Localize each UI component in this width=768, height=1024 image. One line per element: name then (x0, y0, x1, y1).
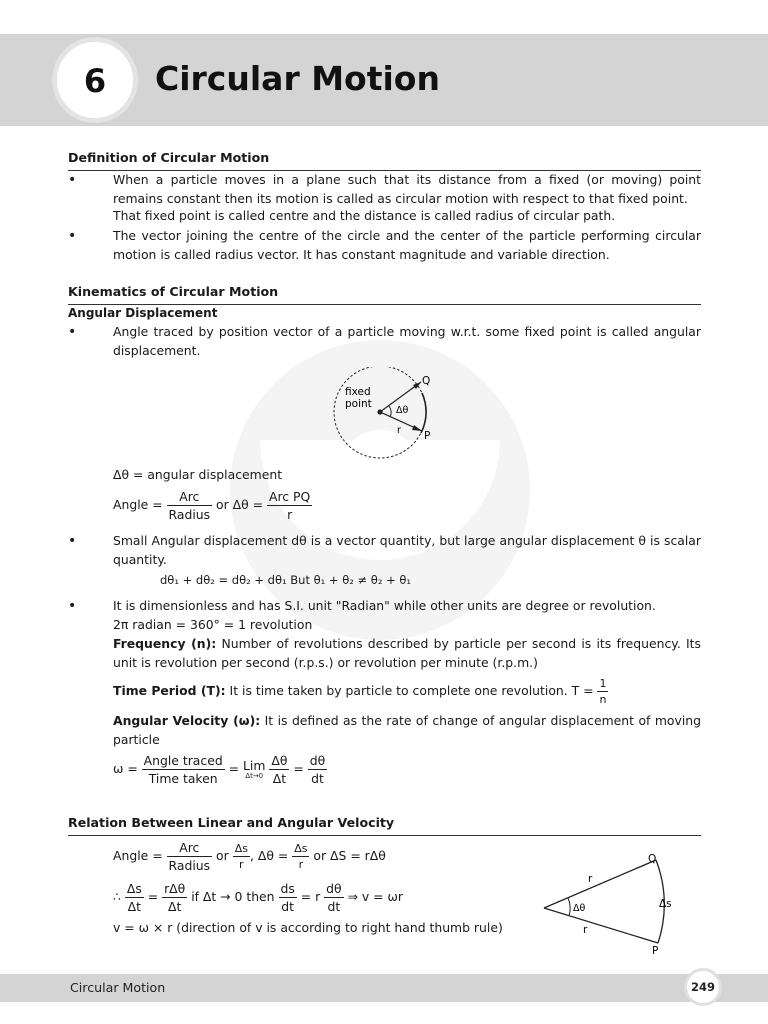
fraction (162, 880, 187, 915)
linear-angular-figure (538, 848, 688, 956)
bullet-marker: • (68, 228, 77, 244)
frac-den: r (239, 858, 244, 871)
frac-num: dθ (309, 753, 326, 768)
fig2-q-label: Q (648, 853, 657, 865)
frac-den: dt (281, 899, 295, 914)
eq-text: = (228, 761, 240, 776)
eq-text: or Δθ = (216, 497, 264, 512)
frac-num: Δθ (271, 753, 288, 768)
frac-den: Δt (167, 899, 182, 914)
frac-num: ds (280, 881, 295, 896)
section-title-kinematics: Kinematics of Circular Motion (68, 283, 701, 305)
bullet-marker: • (68, 172, 77, 188)
definition-bullet-2: The vector joining the centre of the circle and the center of the particle performing circular motion is called radius vector. It has constant magnitude and variable direction. (113, 228, 701, 262)
fraction (324, 880, 343, 915)
eq-text: ∴ (113, 889, 121, 904)
angular-velocity-text: It is defined as the rate of change of angular displacement of moving particle (113, 713, 701, 747)
fig1-r-label: r (397, 425, 401, 436)
omega-equation (113, 752, 327, 787)
definition-bullet-1: When a particle moves in a plane such that its distance from a fixed (or moving) point remains constant then its motion is called as circular motion with respect to that fixed point. (113, 172, 701, 206)
eq-text: or ΔS = rΔθ (313, 848, 386, 863)
frac-num: rΔθ (164, 881, 186, 896)
frequency-text: Number of revolutions described by particle per second is its frequency. Its unit is revolution per second (r.p.s.) or revolution per minute (r.p.m.) (113, 636, 701, 670)
chapter-number: 6 (83, 62, 107, 100)
fig1-point-label: point (345, 398, 372, 410)
footer-title: Circular Motion (70, 980, 166, 995)
frac-den: n (599, 693, 607, 706)
eq-text: Δθ = (257, 848, 289, 863)
eq-text: or (216, 848, 229, 863)
fraction (279, 880, 297, 915)
frac-den: Radius (168, 858, 211, 873)
frac-num: Δs (126, 881, 142, 896)
lim-text: Lim (243, 757, 266, 773)
eq-text: if Δt → 0 then (191, 889, 275, 904)
frac-num: Arc (167, 488, 213, 506)
fraction (597, 676, 608, 707)
fraction (233, 841, 250, 872)
time-period-text: It is time taken by particle to complete one revolution. T = (225, 683, 594, 698)
frac-den: Time taken (148, 771, 218, 786)
frac-den: Radius (168, 507, 211, 522)
time-period-line (113, 676, 608, 707)
lim-sub: Δt→0 (245, 771, 264, 780)
fraction (167, 839, 213, 874)
subtitle-angular-displacement: Angular Displacement (68, 306, 218, 320)
frac-den: r (287, 507, 293, 522)
relation-equation-2 (113, 880, 403, 915)
eq-text: = r (300, 889, 321, 904)
frac-num: 1 (599, 677, 607, 690)
kinematics-bullet-2: Small Angular displacement dθ is a vector quantity, but large angular displacement θ is scalar quantity. (113, 533, 701, 567)
angular-velocity-paragraph (113, 712, 701, 749)
frac-den: dt (327, 899, 341, 914)
frac-num: Angle traced (143, 753, 223, 768)
fig2-dtheta-label: Δθ (573, 903, 586, 914)
eq-text: ω = (113, 761, 138, 776)
frac-num: Arc (167, 839, 213, 857)
section-title-relation: Relation Between Linear and Angular Velocity (68, 814, 701, 836)
eq-text: Angle = (113, 497, 163, 512)
page-number: 249 (690, 980, 715, 994)
bullet-marker: • (68, 324, 77, 340)
frequency-paragraph (113, 635, 701, 672)
fig2-p-label: P (652, 945, 659, 956)
time-period-label: Time Period (T): (113, 683, 226, 698)
fraction (292, 841, 309, 872)
fig1-dtheta-label: Δθ (396, 405, 409, 416)
eq-text: = (293, 761, 304, 776)
fig2-ds-label: Δs (659, 898, 672, 910)
radian-line: 2π radian = 360° = 1 revolution (113, 617, 313, 632)
fraction (167, 488, 213, 523)
section-title-definition: Definition of Circular Motion (68, 149, 701, 171)
frac-den: r (298, 858, 304, 871)
kinematics-bullet-1: Angle traced by position vector of a particle moving w.r.t. some fixed point is called angular displacement. (113, 324, 701, 358)
eq-text: ⇒ v = ωr (347, 889, 403, 904)
relation-equation-3: v = ω × r (direction of v is according to right hand thumb rule) (113, 920, 503, 935)
frac-num: dθ (326, 881, 342, 896)
bullet-marker: • (68, 598, 77, 614)
fig1-fixed-label: fixed (345, 386, 371, 398)
eq-text: Angle = (113, 848, 163, 863)
fraction (142, 752, 225, 787)
angle-equation (113, 488, 312, 523)
frac-den: Δt (272, 771, 287, 786)
fig2-r-bottom-label: r (583, 924, 588, 936)
frac-num: Arc PQ (269, 489, 311, 504)
limit (243, 757, 266, 780)
chapter-title: Circular Motion (155, 59, 440, 98)
definition-extra-line: That fixed point is called centre and the distance is called radius of circular path. (113, 208, 616, 223)
fig2-r-top-label: r (588, 873, 593, 885)
relation-equation-1 (113, 839, 386, 874)
fig1-q-label: Q (422, 375, 431, 387)
fraction (269, 752, 289, 787)
delta-theta-line: Δθ = angular displacement (113, 467, 283, 482)
fraction (267, 488, 312, 523)
frac-num: Δs (294, 842, 308, 855)
bullet-marker: • (68, 533, 77, 549)
frac-num: Δs (234, 842, 248, 855)
fraction (125, 880, 144, 915)
angular-displacement-figure (325, 367, 445, 467)
kinematics-bullet-3: It is dimensionless and has S.I. unit "Radian" while other units are degree or revolution. (113, 598, 656, 613)
angular-velocity-label: Angular Velocity (ω): (113, 713, 261, 728)
eq-text: , (249, 848, 254, 863)
frequency-label: Frequency (n): (113, 636, 217, 651)
fig1-p-label: P (424, 430, 431, 442)
eq-text: = (147, 889, 159, 904)
frac-den: Δt (127, 899, 141, 914)
frac-den: dt (311, 771, 324, 786)
vector-addition-equation: dθ₁ + dθ₂ = dθ₂ + dθ₁ But θ₁ + θ₂ ≠ θ₂ + θ₁ (160, 573, 412, 587)
fraction (308, 752, 327, 787)
